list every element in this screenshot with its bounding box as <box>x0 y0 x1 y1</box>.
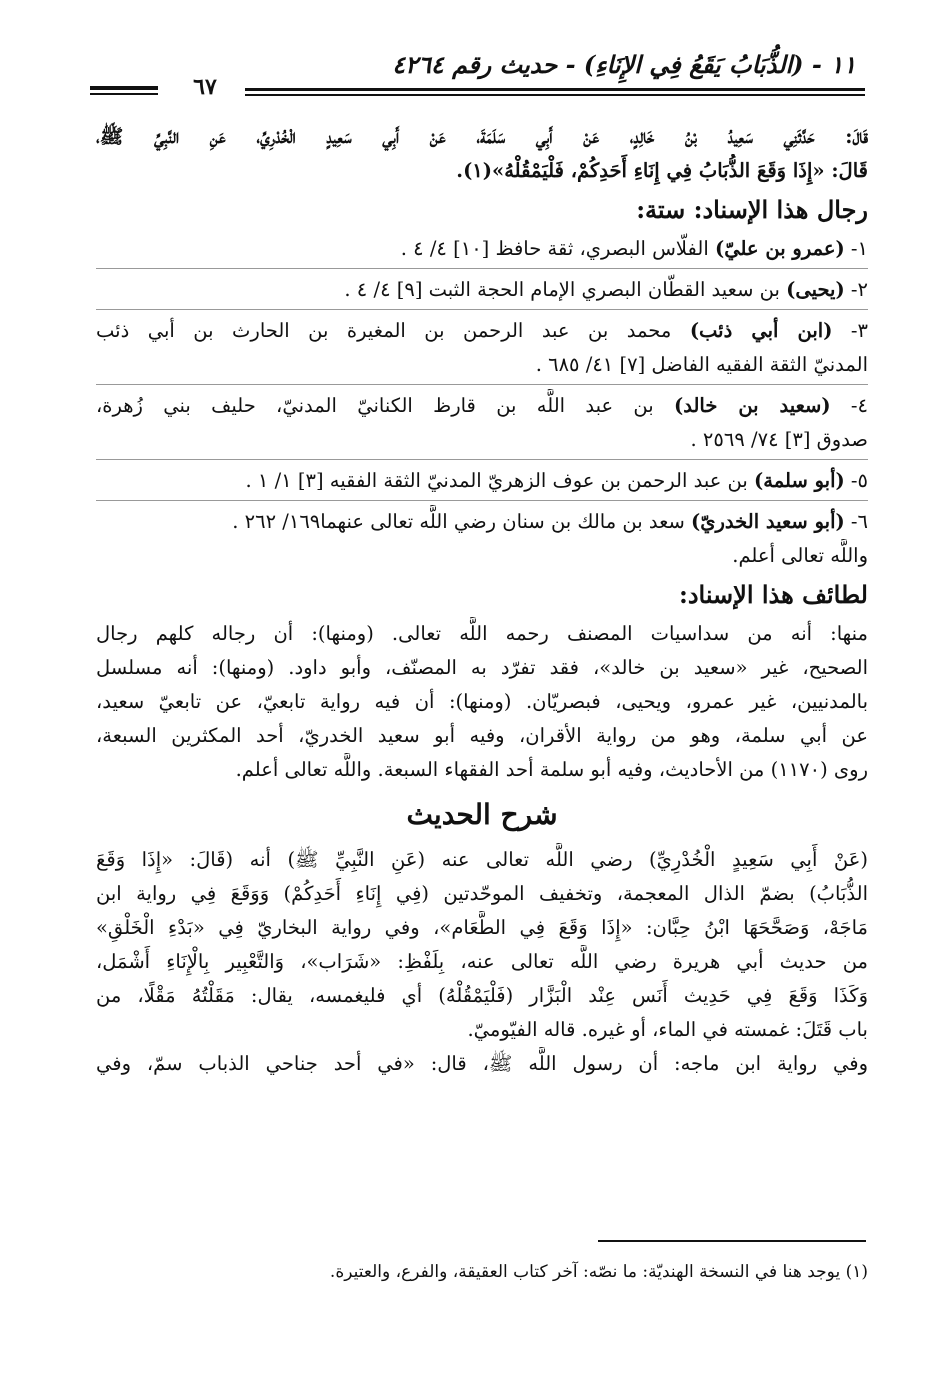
sharh-line: من حديث أبي هريرة رضي اللَّه تعالى عنه، بِلَفْظِ: «شَرَاب»، وَالتَّعْبِير بِالْإِنَاءِ أَشْمَل، <box>96 950 868 973</box>
lataif-line: منها: أنه من سداسيات المصنف رحمه اللَّه تعالى. (ومنها): أن رجاله كلهم رجال <box>96 622 868 645</box>
entry-divider <box>96 309 868 310</box>
sharh-line: وَكَذَا وَقَعَ فِي حَدِيث أَنَس عِنْد الْبَزَّار (فَلْيَمْقُلْهُ) أي فليغمسه، يقال: مَقَلْتُهُ مَقْلًا، من <box>96 984 868 1007</box>
lataif-line: روى (١١٧٠) من الأحاديث، وفيه أبو سلمة أحد الفقهاء السبعة. واللَّه تعالى أعلم. <box>235 758 868 781</box>
footnote-rule <box>598 1240 866 1242</box>
narrator-details: سعد بن مالك بن سنان رضي اللَّه تعالى عنهما١٦٩/ ٢٦٢ . <box>232 510 692 533</box>
narrator-entry <box>96 232 868 266</box>
entry-divider <box>96 268 868 269</box>
narrator-details: بن سعيد القطّان البصري الإمام الحجة الثبت [٩] ٤/ ٤ . <box>344 278 787 301</box>
sharh-line: مَاجَهْ، وَصَحَّحَهَا ابْنُ حِبَّان: «إِذَا وَقَعَ فِي الطَّعَام»، وفي رواية البخاريّ فِي «بَدْءِ الْخَلْقِ» <box>96 916 868 939</box>
rijal-heading: رجال هذا الإسناد: ستة: <box>636 195 868 224</box>
entry-divider <box>96 459 868 460</box>
hadith-text-line: قَالَ: حَدَّثَنِي سَعِيدُ بْنُ خَالِدٍ، عَنْ أَبِي سَلَمَةَ، عَنْ أَبِي سَعِيدٍ الْخُدْرِيِّ، عَنِ النَّبِيِّ ﷺ، <box>96 125 868 148</box>
narrator-details: بن عبد الرحمن بن عوف الزهريّ المدنيّ الثقة الفقيه [٣] ١/ ١ . <box>245 469 755 492</box>
page-body <box>96 120 868 1081</box>
closing-phrase: واللَّه تعالى أعلم. <box>732 544 868 567</box>
sharh-line: (عَنْ أَبِي سَعِيدٍ الْخُدْرِيِّ) رضي اللَّه تعالى عنه (عَنِ النَّبِيِّ ﷺ) أنه (قَالَ: «إِذَا وَقَعَ <box>96 848 868 871</box>
sharh-heading: شرح الحديث <box>406 798 558 831</box>
lataif-line: بالمدنيين، غير عمرو، ويحيى، فبصريّان. (ومنها): أن فيه رواية تابعيّ، عن تابعيّ سعيد، <box>96 690 868 713</box>
lataif-heading: لطائف هذا الإسناد: <box>678 580 868 609</box>
narrator-number: ٥- <box>844 469 868 492</box>
header-rule <box>90 86 158 90</box>
narrator-continuation: صدوق [٣] ٧٤/ ٢٥٦٩ . <box>690 428 868 451</box>
header-rule <box>245 94 865 96</box>
running-title: ١١ - (الذُّبَابُ يَقَعُ فِي الإِنَاءِ) - حديث رقم ٤٢٦٤ <box>392 50 856 79</box>
narrator-name: (أبو سلمة) <box>754 469 845 492</box>
narrator-name: (يحيى) <box>786 278 845 301</box>
narrator-number: ٢- <box>844 278 868 301</box>
narrator-entry <box>96 389 868 423</box>
sharh-line: الذُّبَابُ) بضمّ الذال المعجمة، وتخفيف الموحّدتين (فِي إِنَاءِ أَحَدِكُمْ) وَوَقَعَ فِي رواية ابن <box>96 882 868 905</box>
narrator-details: الفلّاس البصري، ثقة حافظ [١٠] ٤/ ٤ . <box>400 237 715 260</box>
header-rule <box>90 93 158 95</box>
sharh-line: باب قَتَلَ: غمسته في الماء، أو غيره. قاله الفيّوميّ. <box>467 1018 868 1041</box>
footnote: (١) يوجد هنا في النسخة الهنديّة: ما نصّه: آخر كتاب العقيقة، والفرع، والعتيرة. <box>329 1262 868 1282</box>
narrator-name: (أبو سعيد الخدريّ) <box>691 510 845 533</box>
narrator-number: ٤- <box>830 394 868 417</box>
header-rule <box>245 88 865 91</box>
narrator-name: (ابن أبي ذئب) <box>689 319 833 342</box>
entry-divider <box>96 384 868 385</box>
narrator-entry <box>96 505 868 539</box>
lataif-line: الصحيح، غير «سعيد بن خالد»، فقد تفرّد به المصنّف، وأبو داود. (ومنها): أنه مسلسل <box>96 656 868 679</box>
narrator-details: محمد بن عبد الرحمن بن المغيرة بن الحارث بن أبي ذئب <box>96 319 690 342</box>
page-number: ٦٧ <box>193 74 217 100</box>
narrator-name: (عمرو بن عليّ) <box>714 237 845 260</box>
narrator-entry <box>96 464 868 498</box>
narrator-entry <box>96 314 868 348</box>
lataif-line: عن أبي سلمة، وهو من رواية الأقران، وفيه أبو سعيد الخدريّ، أحد المكثرين السبعة، <box>96 724 868 747</box>
entry-divider <box>96 500 868 501</box>
narrator-details: بن عبد اللَّه بن قارظ الكنانيّ المدنيّ، حليف بني زُهرة، <box>96 394 675 417</box>
hadith-text-line: قَالَ: «إِذَا وَقَعَ الذُّبَابُ فِي إِنَاءِ أَحَدِكُمْ، فَلْيَمْقُلْهُ»(١). <box>456 159 868 182</box>
narrator-number: ٣- <box>832 319 868 342</box>
narrator-entry <box>96 273 868 307</box>
narrator-continuation: المدنيّ الثقة الفقيه الفاضل [٧] ٤١/ ٦٨٥ . <box>535 353 868 376</box>
narrator-number: ٦- <box>844 510 868 533</box>
sharh-line: وفي رواية ابن ماجه: أن رسول اللَّه ﷺ، قال: «في أحد جناحي الذباب سمّ، وفي <box>96 1052 868 1075</box>
narrator-name: (سعيد بن خالد) <box>674 394 831 417</box>
narrator-number: ١- <box>844 237 868 260</box>
